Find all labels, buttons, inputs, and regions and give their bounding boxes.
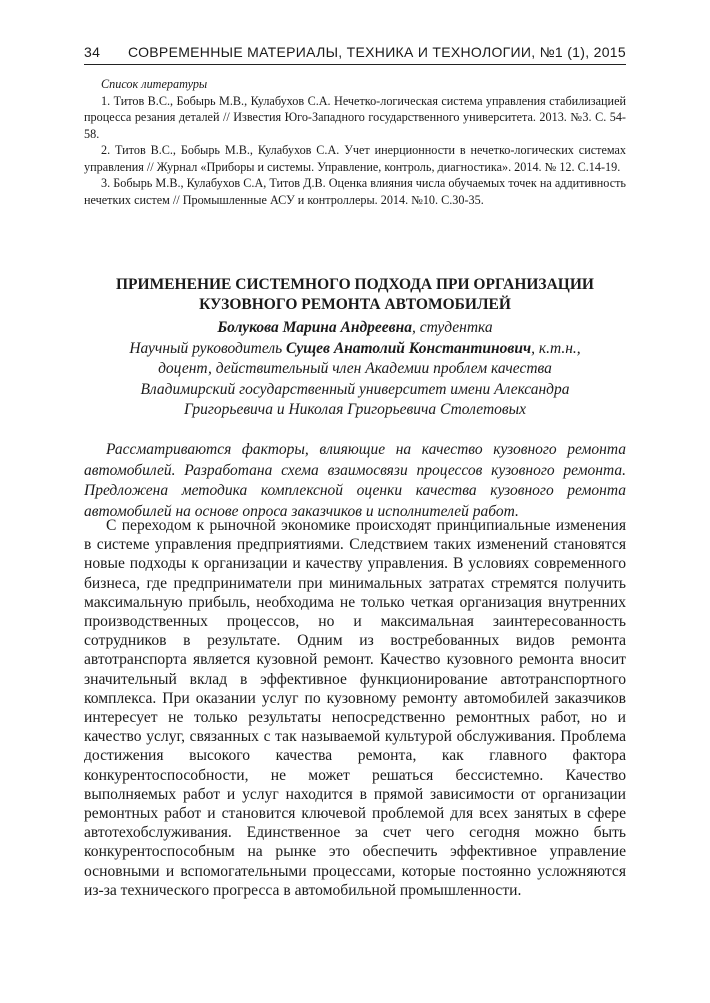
references-section (84, 76, 626, 208)
author-line (84, 318, 626, 339)
references-heading: Список литературы (101, 77, 208, 91)
supervisor-line (84, 339, 626, 360)
author-role: , студентка (411, 319, 493, 336)
university-line: Владимирский государственный университет имени Александра (140, 380, 570, 398)
reference-item: 2. Титов В.С., Бобырь М.В., Кулабухов С.А. Учет инерционности в нечетко-логических системах управления // Журнал «Приборы и системы. Управление, контроль, диагностика». 2014. № 12. С.14-19. (84, 143, 626, 174)
author-block (84, 318, 626, 421)
reference-item: 3. Бобырь М.В., Кулабухов С.А, Титов Д.В. Оценка влияния числа обучаемых точек на аддитивность нечетких систем // Промышленные АСУ и контроллеры. 2014. №10. С.30-35. (84, 176, 626, 207)
page-number: 34 (84, 44, 101, 60)
supervisor-title: доцент, действительный член Академии проблем качества (158, 360, 552, 377)
supervisor-name: Сущев Анатолий Константинович (286, 339, 532, 357)
article-title: ПРИМЕНЕНИЕ СИСТЕМНОГО ПОДХОДА ПРИ ОРГАНИЗАЦИИ КУЗОВНОГО РЕМОНТА АВТОМОБИЛЕЙ (116, 276, 594, 313)
journal-title: СОВРЕМЕННЫЕ МАТЕРИАЛЫ, ТЕХНИКА И ТЕХНОЛОГИИ, №1 (1), 2015 (128, 44, 626, 60)
author-name: Болукова Марина Андреевна (217, 319, 412, 336)
header-rule (84, 64, 626, 65)
reference-item: 1. Титов В.С., Бобырь М.В., Кулабухов С.А. Нечетко-логическая система управления стабилизацией процесса резания деталей // Известия Юго-Западного государственного университета. 2013. №3. С. 54-58. (84, 93, 626, 141)
university-line: Григорьевича и Николая Григорьевича Столетовых (183, 401, 527, 418)
supervisor-degree: , к.т.н., (531, 339, 581, 357)
running-head (84, 44, 626, 60)
body-paragraph: С переходом к рыночной экономике происходят принципиальные изменения в системе управления предприятиями. Следствием таких изменений становятся новые подходы к организации и качеству управления. В условиях современного бизнеса, где предприниматели при минимальных затратах стремятся получить максимальную прибыль, необходима не только четкая организация внутренних производственных процессов, но и максимальная заинтересованность сотрудников в результате. Одним из востребованных видов ремонта автотранспорта является кузовной ремонт. Качество кузовного ремонта вносит значительный вклад в эффективное функционирование автотранспортного комплекса. При оказании услуг по кузовному ремонту автомобилей заказчиков интересует не только результаты непосредственно ремонтных работ, но и качество услуг, связанных с так называемой культурой обслуживания. Проблема достижения высокого качества ремонта, как главного фактора конкурентоспособности, не может решаться бессистемно. Качество выполняемых работ и услуг находится в прямой зависимости от организации ремонтных работ и становится ключевой проблемой для всех занятых в сфере автотехобслуживания. Единственное за счет чего сегодня можно быть конкурентоспособным на рынке это обеспечить эффективное управление основными и вспомогательными процессами, которые постоянно усложняются из-за технического прогресса в автомобильной промышленности. (84, 517, 626, 899)
supervisor-prefix: Научный руководитель (129, 339, 287, 357)
abstract: Рассматриваются факторы, влияющие на качество кузовного ремонта автомобилей. Разработана схема взаимосвязи процессов кузовного ремонта. Предложена методика комплексной оценки качества кузовного ремонта автомобилей на основе опроса заказчиков и исполнителей работ. (84, 441, 626, 520)
